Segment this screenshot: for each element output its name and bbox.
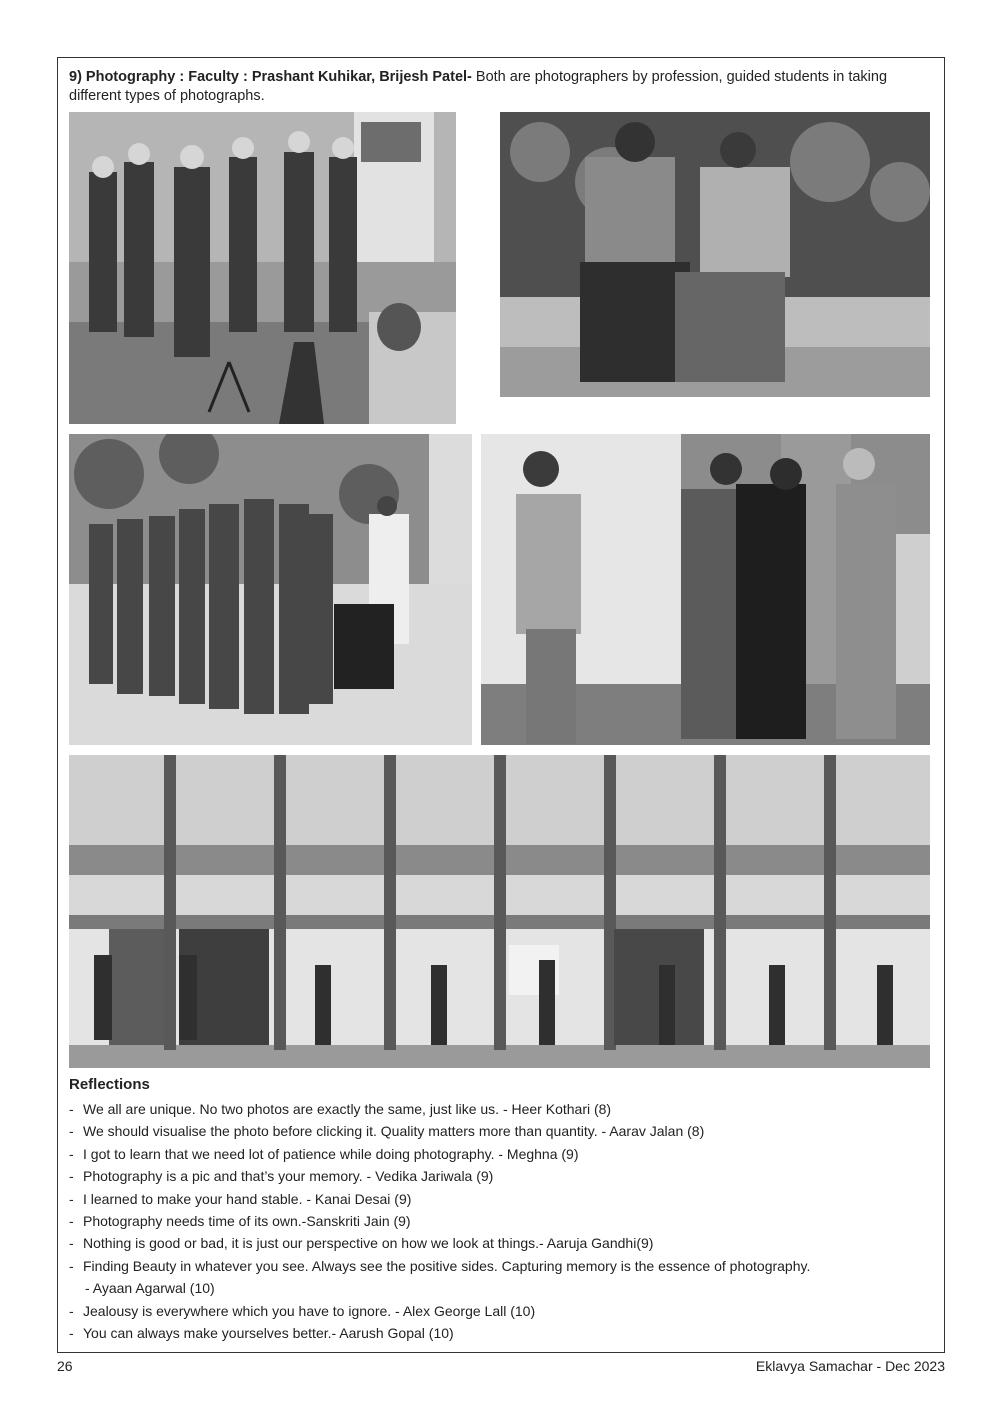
page-number: 26 — [57, 1358, 73, 1374]
list-item: - We all are unique. No two photos are exactly the same, just like us. - Heer Kothari (8) — [69, 1101, 612, 1117]
section-intro — [69, 68, 933, 106]
photo-building-facade — [69, 755, 930, 1068]
list-item: - Photography needs time of its own.-Sanskriti Jain (9) — [69, 1213, 411, 1230]
section-description: Both are photographers by profession, guided students in taking different types of photographs. — [69, 69, 888, 104]
section-heading: 9) Photography : Faculty : Prashant Kuhikar, Brijesh Patel- — [69, 69, 472, 85]
reflections-title: Reflections — [69, 1076, 150, 1093]
publication-footer: Eklavya Samachar - Dec 2023 — [755, 1358, 945, 1374]
photo-classroom-group — [69, 112, 456, 424]
list-item: - Photography is a pic and that’s your memory. - Vedika Jariwala (9) — [69, 1168, 494, 1185]
photo-tree-guidance — [481, 434, 930, 745]
list-item: - You can always make yourselves better.- Aarush Gopal (10) — [69, 1325, 454, 1342]
reflections-list — [69, 1098, 939, 1344]
list-item: - I got to learn that we need lot of patience while doing photography. - Meghna (9) — [69, 1145, 579, 1162]
list-item: - I learned to make your hand stable. - Kanai Desai (9) — [69, 1190, 412, 1207]
list-item: - Finding Beauty in whatever you see. Always see the positive sides. Capturing memory is the essence of photography. - Ayaan Agarwal (10) — [69, 1257, 811, 1297]
photo-campus-line — [69, 434, 472, 745]
list-item: - Jealousy is everywhere which you have to ignore. - Alex George Lall (10) — [69, 1302, 536, 1319]
photo-bench-pair — [500, 112, 930, 397]
list-item: - We should visualise the photo before clicking it. Quality matters more than quantity. - Aarav Jalan (8) — [69, 1123, 705, 1140]
list-item: - Nothing is good or bad, it is just our perspective on how we look at things.- Aaruja Gandhi(9) — [69, 1235, 654, 1252]
